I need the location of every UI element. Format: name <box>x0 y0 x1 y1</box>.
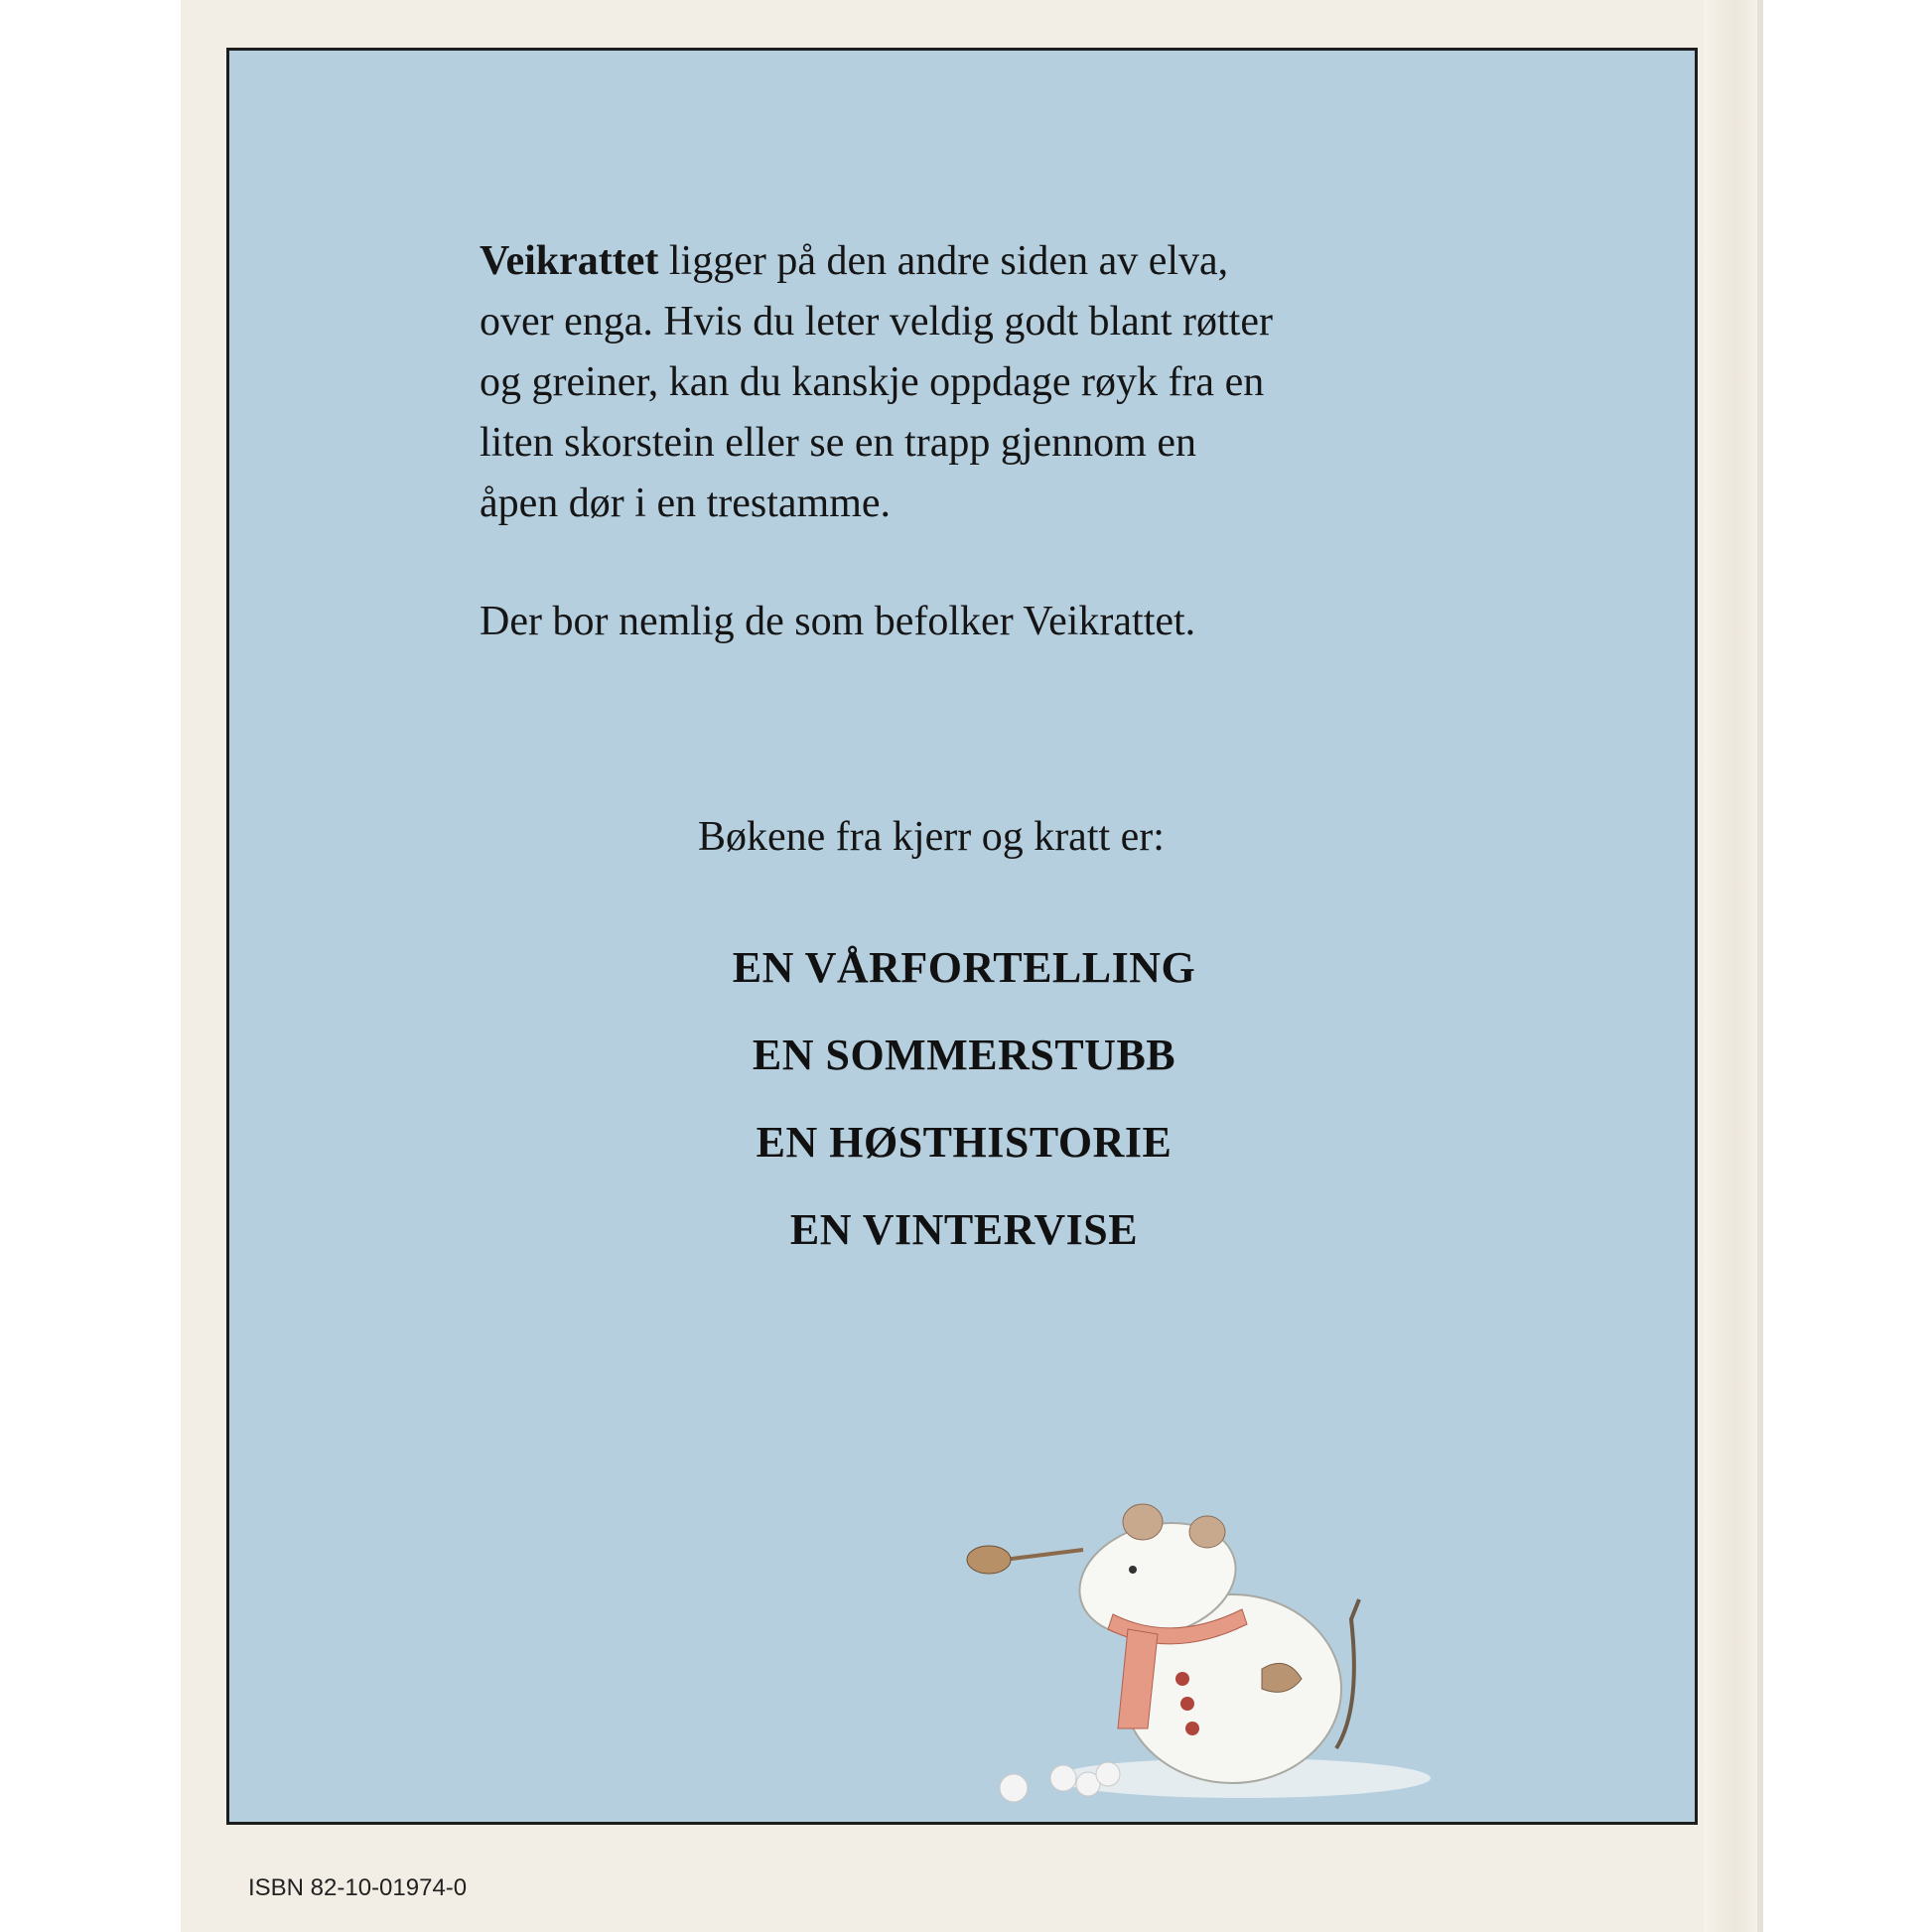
intro-line-4: liten skorstein eller se en trapp gjennom en <box>480 420 1196 466</box>
book-title: EN VINTERVISE <box>789 1205 1139 1254</box>
intro-paragraph <box>480 231 1572 652</box>
book-title-list <box>726 924 1202 1274</box>
isbn-number: ISBN 82-10-01974-0 <box>248 1874 468 1901</box>
intro-line-2: over enga. Hvis du leter veldig godt blant røtter <box>480 299 1273 345</box>
blue-text-panel <box>226 48 1698 1825</box>
intro-line-5: åpen dør i en trestamme. <box>480 481 892 526</box>
cover-edge <box>1704 0 1757 1932</box>
intro-bold-word: Veikrattet <box>480 238 659 284</box>
intro-line-1: ligger på den andre siden av elva, <box>658 238 1229 284</box>
books-lead-text: Bøkene fra kjerr og kratt er: <box>698 814 1165 860</box>
intro-line-3: og greiner, kan du kanskje oppdage røyk fra en <box>480 359 1265 405</box>
second-paragraph: Der bor nemlig de som befolker Veikrattet. <box>480 599 1196 644</box>
book-title: EN VÅRFORTELLING <box>732 943 1196 992</box>
snow-mouse-illustration <box>944 1441 1460 1818</box>
book-title: EN HØSTHISTORIE <box>756 1118 1173 1167</box>
book-title: EN SOMMERSTUBB <box>752 1031 1176 1079</box>
